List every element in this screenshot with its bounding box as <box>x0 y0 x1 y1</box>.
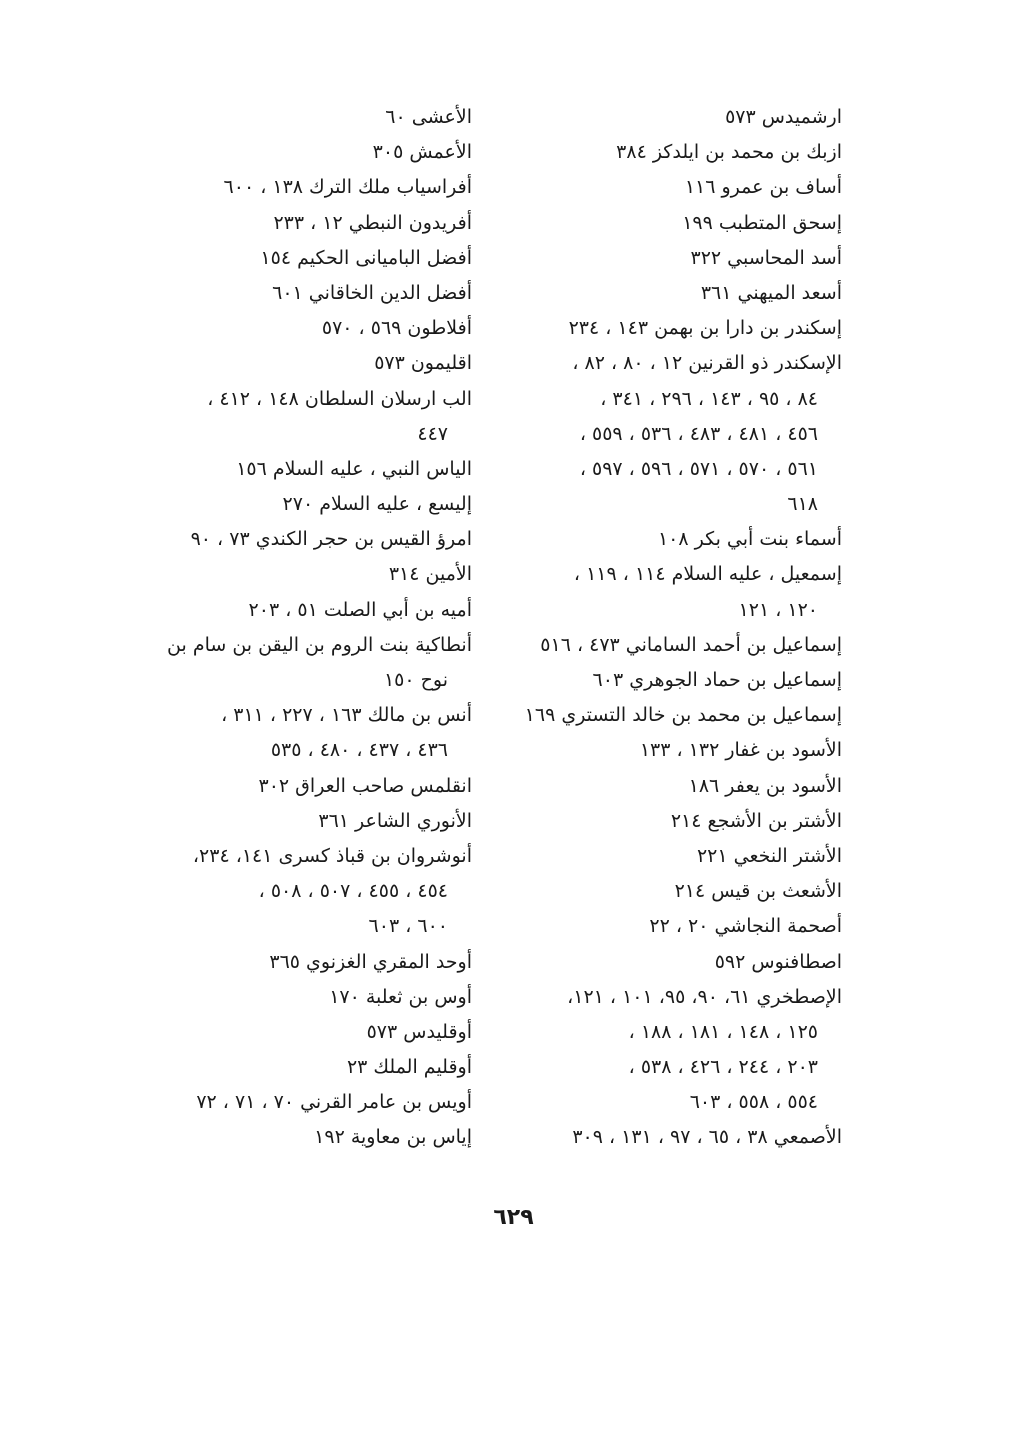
index-entry: الأشعث بن قيس ٢١٤ <box>674 880 842 903</box>
index-entry: أصحمة النجاشي ٢٠ ، ٢٢ <box>649 915 842 938</box>
index-entry: أوقليم الملك ٢٣ <box>346 1056 472 1079</box>
index-entry: امرؤ القيس بن حجر الكندي ٧٣ ، ٩٠ <box>190 528 472 551</box>
index-entry-continuation: ١٢٥ ، ١٤٨ ، ١٨١ ، ١٨٨ ، <box>628 1020 818 1043</box>
index-entry: أفلاطون ٥٦٩ ، ٥٧٠ <box>321 317 472 340</box>
index-entry: اصطافنوس ٥٩٢ <box>714 950 842 973</box>
index-entry: إسمعيل ، عليه السلام ١١٤ ، ١١٩ ، <box>573 563 842 586</box>
index-entry: إسماعيل بن أحمد الساماني ٤٧٣ ، ٥١٦ <box>540 633 842 656</box>
index-entry: الأعشى ٦٠ <box>385 106 472 128</box>
index-entry: أسعد الميهني ٣٦١ <box>700 281 842 304</box>
index-column-right <box>520 100 842 1156</box>
index-entry: إليسع ، عليه السلام ٢٧٠ <box>282 493 472 516</box>
index-entry: أنس بن مالك ١٦٣ ، ٢٢٧ ، ٣١١ ، <box>221 704 472 727</box>
index-entry: الأصمعي ٣٨ ، ٦٥ ، ٩٧ ، ١٣١ ، ٣٠٩ <box>572 1126 842 1149</box>
index-entry: أويس بن عامر القرني ٧٠ ، ٧١ ، ٧٢ <box>196 1091 472 1114</box>
index-entry: ازبك بن محمد بن ايلدكز ٣٨٤ <box>616 141 842 164</box>
index-entry-continuation: ٦١٨ <box>787 493 818 516</box>
index-entry: الإصطخري ٦١، ٩٠، ٩٥، ١٠١ ، ١٢١، <box>567 985 842 1008</box>
index-entry: إسماعيل بن حماد الجوهري ٦٠٣ <box>592 669 842 691</box>
index-entry-continuation: ٦٠٠ ، ٦٠٣ <box>368 915 448 938</box>
index-entry-continuation: نوح ١٥٠ <box>383 669 448 691</box>
index-entry: أوقليدس ٥٧٣ <box>366 1020 472 1043</box>
index-entry: أميه بن أبي الصلت ٥١ ، ٢٠٣ <box>248 598 472 621</box>
index-entry: أنطاكية بنت الروم بن اليقن بن سام بن <box>167 633 472 656</box>
index-entry-continuation: ٤٣٦ ، ٤٣٧ ، ٤٨٠ ، ٥٣٥ <box>270 739 448 762</box>
index-entry-continuation: ٨٤ ، ٩٥ ، ١٤٣ ، ٢٩٦ ، ٣٤١ ، <box>600 387 818 410</box>
index-entry: أنوشروان بن قباذ كسرى ١٤١، ٢٣٤، <box>192 844 472 867</box>
index-entry: الأشتر بن الأشجع ٢١٤ <box>670 809 842 832</box>
index-entry: أفراسياب ملك الترك ١٣٨ ، ٦٠٠ <box>223 176 472 199</box>
index-entry-continuation: ٥٥٤ ، ٥٥٨ ، ٦٠٣ <box>689 1091 818 1114</box>
index-entry: أساف بن عمرو ١١٦ <box>684 176 842 199</box>
index-entry: إياس بن معاوية ١٩٢ <box>314 1126 472 1149</box>
index-entry: الأعمش ٣٠٥ <box>372 141 472 164</box>
index-entry: أوحد المقري الغزنوي ٣٦٥ <box>269 950 472 973</box>
index-entry: الب ارسلان السلطان ١٤٨ ، ٤١٢ ، <box>207 387 472 410</box>
index-entry-continuation: ٥٦١ ، ٥٧٠ ، ٥٧١ ، ٥٩٦ ، ٥٩٧ ، <box>579 457 818 480</box>
index-entry: أفريدون النبطي ١٢ ، ٢٣٣ <box>273 211 472 234</box>
index-entry: إسحق المتطبب ١٩٩ <box>682 211 842 234</box>
index-entry: الأمين ٣١٤ <box>388 563 472 586</box>
index-entry: الياس النبي ، عليه السلام ١٥٦ <box>236 457 472 480</box>
index-entry: إسماعيل بن محمد بن خالد التستري ١٦٩ <box>524 704 842 727</box>
page-number: ٦٢٩ <box>493 1205 534 1230</box>
index-entry-continuation: ٤٥٤ ، ٤٥٥ ، ٥٠٧ ، ٥٠٨ ، <box>258 880 448 903</box>
index-entry: أوس بن ثعلبة ١٧٠ <box>329 985 472 1008</box>
index-entry: الأشتر النخعي ٢٢١ <box>696 844 842 867</box>
index-entry: أسد المحاسبي ٣٢٢ <box>690 246 842 269</box>
index-entry-continuation: ١٢٠ ، ١٢١ <box>738 598 818 621</box>
index-entry-continuation: ٤٤٧ <box>417 422 448 445</box>
index-entry: انقلمس صاحب العراق ٣٠٢ <box>258 774 472 797</box>
index-entry: إسكندر بن دارا بن بهمن ١٤٣ ، ٢٣٤ <box>568 317 842 340</box>
index-entry: أفضل الدين الخاقاني ٦٠١ <box>272 281 472 304</box>
index-entry: أفضل الباميانى الحكيم ١٥٤ <box>260 246 472 269</box>
index-entry: أسماء بنت أبي بكر ١٠٨ <box>657 528 842 551</box>
index-entry: الأسود بن يعفر ١٨٦ <box>688 774 842 797</box>
index-entry-continuation: ٤٥٦ ، ٤٨١ ، ٤٨٣ ، ٥٣٦ ، ٥٥٩ ، <box>579 422 818 445</box>
index-entry-continuation: ٢٠٣ ، ٢٤٤ ، ٤٢٦ ، ٥٣٨ ، <box>628 1056 818 1079</box>
index-entry: ارشميدس ٥٧٣ <box>725 106 842 128</box>
index-entry: اقليمون ٥٧٣ <box>374 352 472 375</box>
index-column-left <box>150 100 472 1156</box>
index-entry: الأنوري الشاعر ٣٦١ <box>318 809 472 832</box>
index-entry: الأسود بن غفار ١٣٢ ، ١٣٣ <box>639 739 842 762</box>
index-entry: الإسكندر ذو القرنين ١٢ ، ٨٠ ، ٨٢ ، <box>572 352 842 375</box>
